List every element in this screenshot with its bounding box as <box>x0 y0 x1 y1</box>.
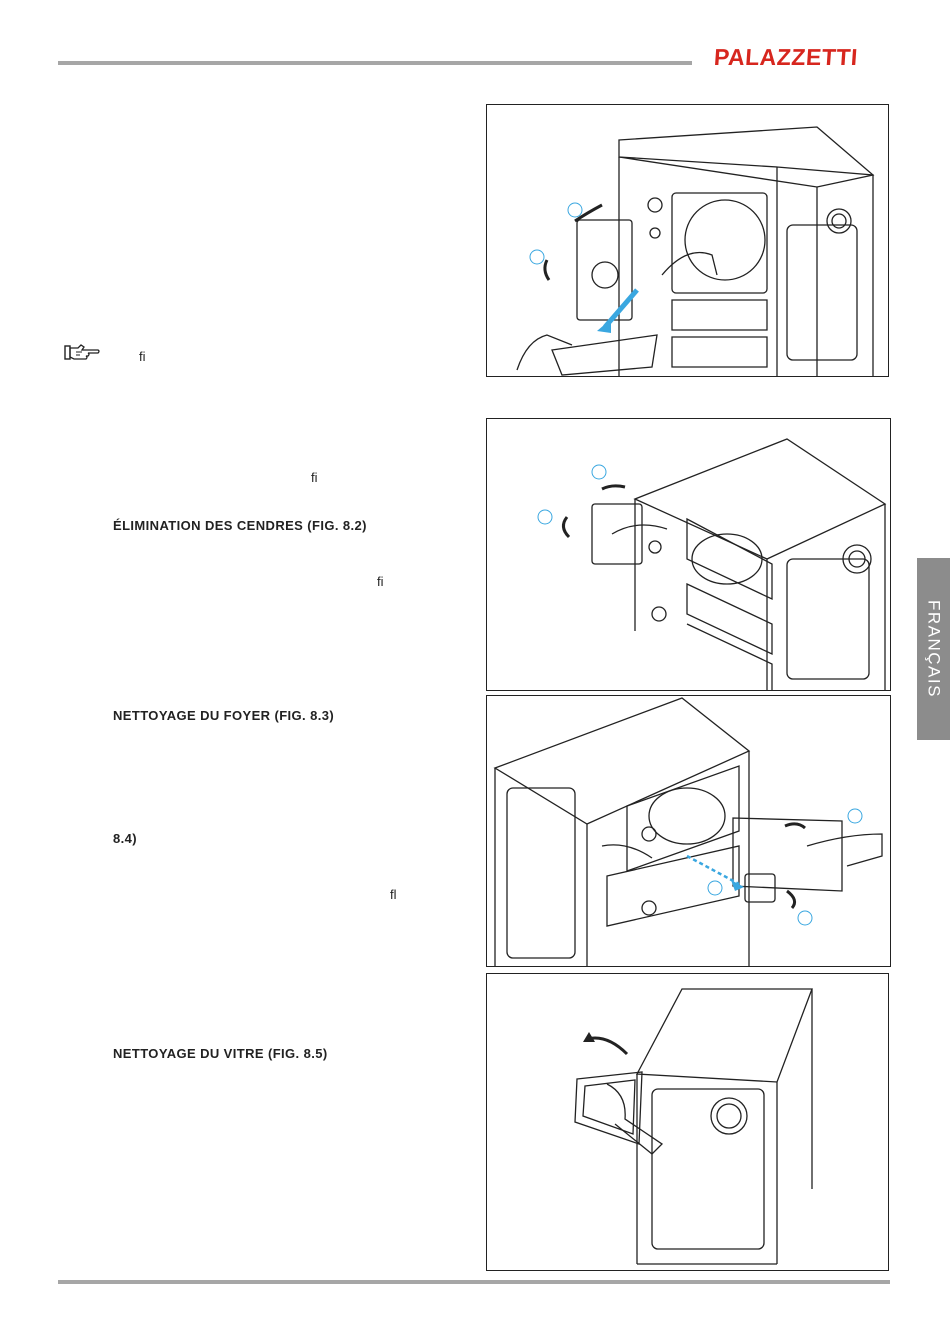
heading-ash-removal: ÉLIMINATION DES CENDRES (FIG. 8.2) <box>113 518 367 533</box>
figure-ash-removal <box>486 418 891 691</box>
ligature-1: ﬁ <box>311 470 318 485</box>
note-ligature: ﬁ <box>139 349 146 364</box>
ligature-3: ﬂ <box>390 887 397 902</box>
figure-glass-cleaning <box>486 973 889 1271</box>
ligature-2: ﬁ <box>377 574 384 589</box>
stove-illustration-1 <box>487 105 888 376</box>
header-rule <box>58 61 692 65</box>
brand-logo: PALAZZETTI <box>713 44 859 70</box>
heading-glass-cleaning: NETTOYAGE DU VITRE (FIG. 8.5) <box>113 1046 328 1061</box>
fragment-84: 8.4) <box>113 831 138 846</box>
pointing-hand-icon <box>64 343 102 363</box>
footer-rule <box>58 1280 890 1284</box>
figure-firebox-cleaning <box>486 695 891 967</box>
stove-illustration-4 <box>487 974 888 1270</box>
stove-illustration-3 <box>487 696 890 966</box>
stove-illustration-2 <box>487 419 890 690</box>
language-tab-label: FRANÇAIS <box>924 600 944 698</box>
heading-firebox-cleaning: NETTOYAGE DU FOYER (FIG. 8.3) <box>113 708 335 723</box>
figure-ash-pan <box>486 104 889 377</box>
language-tab[interactable] <box>917 558 950 740</box>
